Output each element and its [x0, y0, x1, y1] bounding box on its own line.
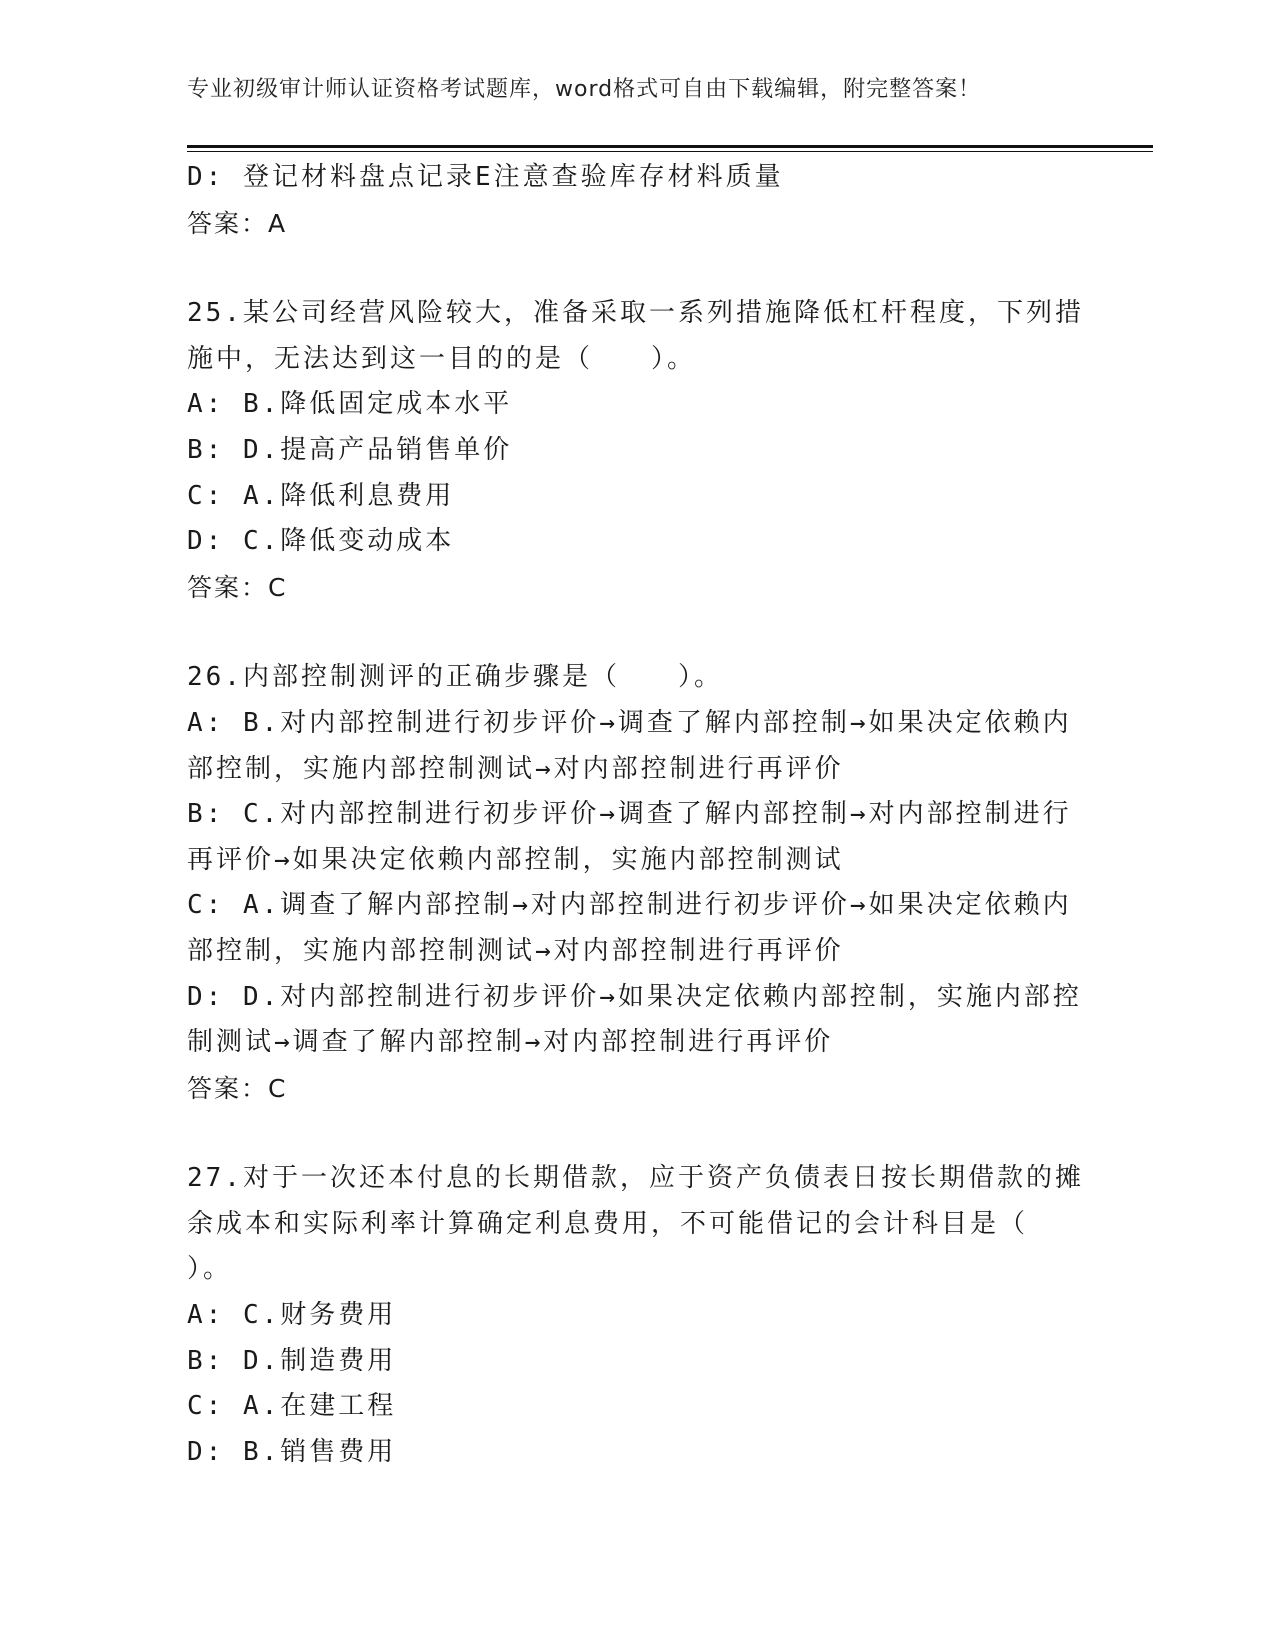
prev-answer: 答案：A: [187, 208, 288, 238]
question-stem: 余成本和实际利率计算确定利息费用，不可能借记的会计科目是（: [187, 1208, 1029, 1239]
option-a: A: C.财务费用: [187, 1300, 397, 1331]
prev-option-d: D: 登记材料盘点记录E注意查验库存材料质量: [187, 162, 784, 192]
option-d: D: D.对内部控制进行初步评价→如果决定依赖内部控制，实施内部控: [187, 981, 1082, 1012]
option-c: C: A.调查了解内部控制→对内部控制进行初步评价→如果决定依赖内: [187, 890, 1072, 921]
option-b-cont: 再评价→如果决定依赖内部控制，实施内部控制测试: [187, 844, 844, 875]
question-26: [187, 655, 1082, 1111]
option-a: A: B.降低固定成本水平: [187, 389, 513, 420]
answer: 答案：C: [187, 572, 288, 602]
header-rule-thin: [187, 151, 1153, 152]
question-25: [187, 291, 1084, 610]
option-d: D: B.销售费用: [187, 1436, 397, 1467]
option-b: B: C.对内部控制进行初步评价→调查了解内部控制→对内部控制进行: [187, 799, 1072, 830]
option-b: B: D.制造费用: [187, 1345, 397, 1376]
answer: 答案：C: [187, 1073, 288, 1103]
option-b: B: D.提高产品销售单价: [187, 434, 513, 465]
option-c-cont: 部控制，实施内部控制测试→对内部控制进行再评价: [187, 935, 844, 966]
question-stem: 27.对于一次还本付息的长期借款，应于资产负债表日按长期借款的摊: [187, 1163, 1084, 1194]
document-body: [187, 155, 1084, 1475]
question-stem: 施中，无法达到这一目的的是（ ）。: [187, 343, 697, 374]
option-a-cont: 部控制，实施内部控制测试→对内部控制进行再评价: [187, 753, 844, 784]
option-c: C: A.降低利息费用: [187, 480, 455, 511]
option-d: D: C.降低变动成本: [187, 526, 455, 557]
header-rule-thick: [187, 145, 1153, 148]
option-a: A: B.对内部控制进行初步评价→调查了解内部控制→如果决定依赖内: [187, 707, 1072, 738]
option-d-cont: 制测试→调查了解内部控制→对内部控制进行再评价: [187, 1027, 834, 1058]
option-c: C: A.在建工程: [187, 1391, 397, 1422]
question-stem: 26.内部控制测评的正确步骤是（ ）。: [187, 662, 723, 693]
question-stem: 25.某公司经营风险较大，准备采取一系列措施降低杠杆程度，下列措: [187, 298, 1084, 329]
page-header: 专业初级审计师认证资格考试题库，word格式可自由下载编辑，附完整答案！: [187, 77, 982, 102]
question-stem: ）。: [187, 1254, 233, 1285]
question-27: [187, 1156, 1084, 1475]
